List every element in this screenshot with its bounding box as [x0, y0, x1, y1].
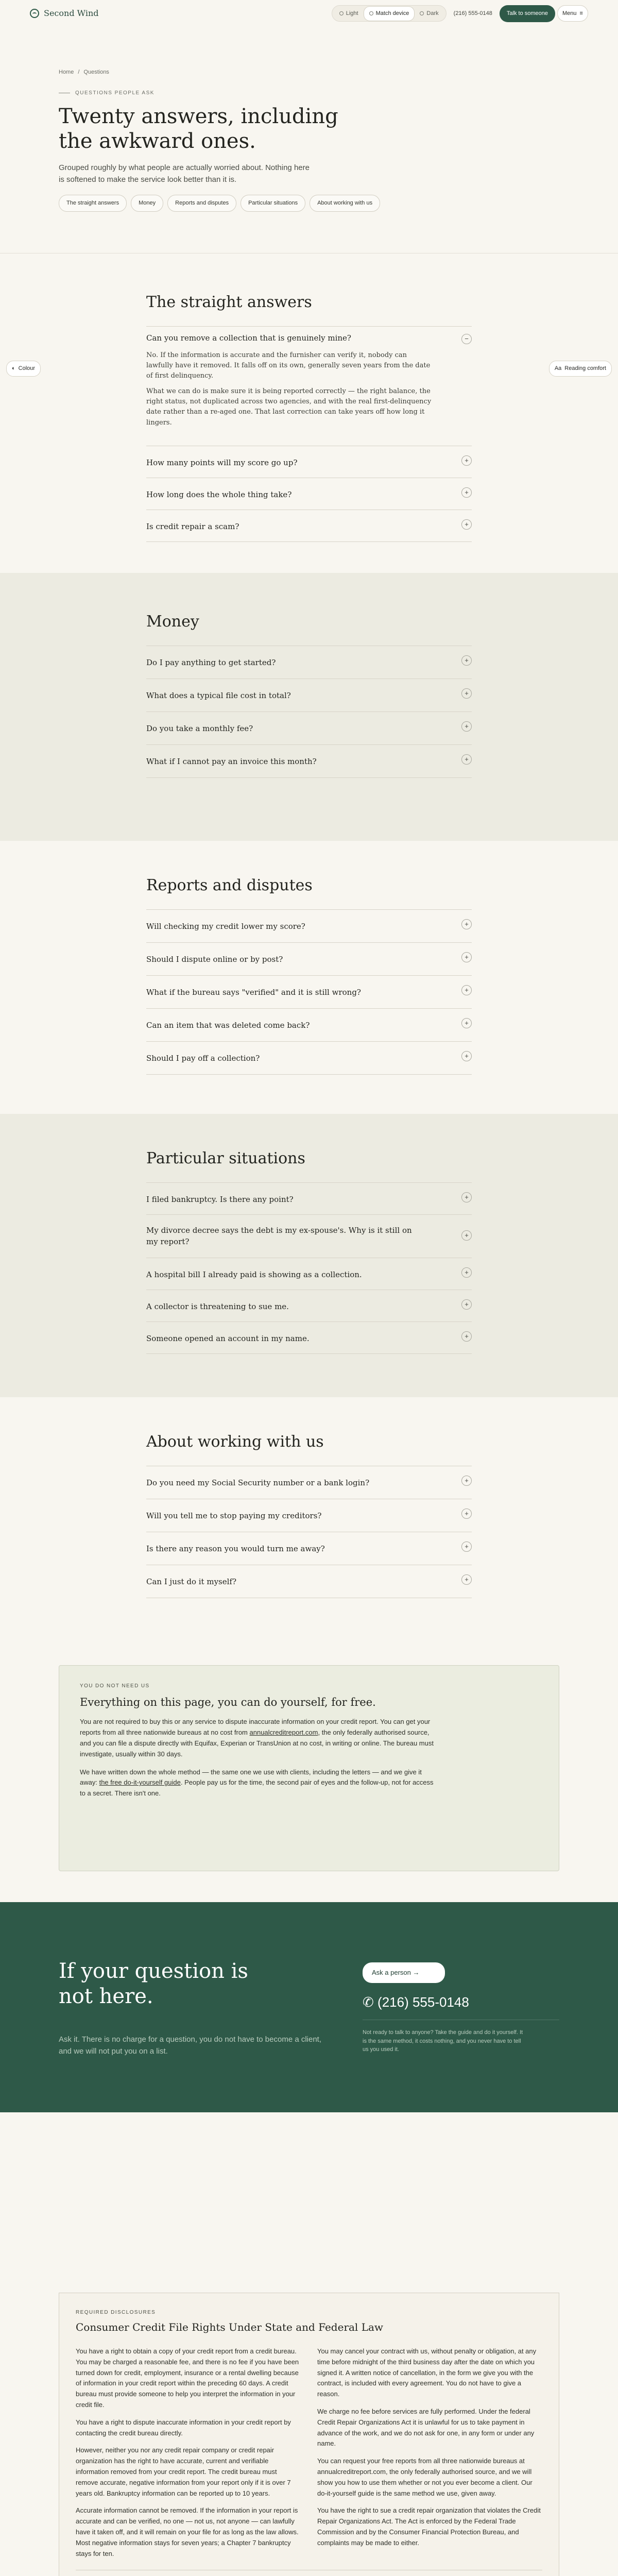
- cta-note: Not ready to talk to anyone? Take the guide and do it yourself. It is the same method, it costs nothing, and you never have to tell us you used it.: [363, 2029, 523, 2053]
- faq-question: I filed bankruptcy. Is there any point?: [146, 1195, 294, 1204]
- faq-item[interactable]: [146, 1183, 472, 1215]
- faq-question: Can I just do it myself?: [146, 1577, 237, 1586]
- self-help-text: You are not required to buy this or any service to dispute inaccurate information on your credit report. You can get your reports from all three nationwide bureaus at no cost from: [80, 1718, 431, 1737]
- disclosures-card: [59, 2293, 559, 2576]
- palette-icon: ◐: [12, 365, 15, 371]
- theme-light-label: Light: [346, 10, 358, 16]
- expand-icon[interactable]: +: [461, 455, 472, 466]
- talk-button[interactable]: Talk to someone: [500, 5, 555, 22]
- annualcreditreport-link[interactable]: annualcreditreport.com: [249, 1728, 318, 1737]
- site-header: [0, 0, 618, 27]
- expand-icon[interactable]: +: [461, 688, 472, 699]
- page-title: Twenty answers, including the awkward ones.: [59, 104, 338, 154]
- hero: [0, 27, 618, 253]
- faq-question: How long does the whole thing take?: [146, 490, 292, 499]
- disclosures-columns: [76, 2346, 542, 2566]
- expand-icon[interactable]: +: [461, 1299, 472, 1310]
- faq-question: Do you take a monthly fee?: [146, 724, 253, 733]
- expand-icon[interactable]: +: [461, 1230, 472, 1241]
- disclosure-paragraph: You have the right to sue a credit repair organization that violates the Credit Repair Organizations Act. The Act is enforced by the Federal Trade Commission and by the Consumer Financial Protection Bureau, and complaints may be made to either.: [317, 2506, 541, 2547]
- self-help-eyebrow: YOU DO NOT NEED US: [80, 1683, 150, 1689]
- section-title: The straight answers: [146, 293, 312, 311]
- section-working-with-us: [0, 1397, 618, 1645]
- ask-person-button[interactable]: Ask a person →: [363, 1962, 445, 1983]
- collapse-icon[interactable]: −: [461, 334, 472, 344]
- faq-item[interactable]: [146, 1009, 472, 1042]
- disclosure-paragraph: You have a right to dispute inaccurate information in your credit report by contacting the credit bureau directly.: [76, 2418, 291, 2437]
- theme-light[interactable]: [334, 7, 364, 21]
- section-money: [0, 573, 618, 841]
- faq-question: Should I dispute online or by post?: [146, 955, 283, 964]
- faq-question: Should I pay off a collection?: [146, 1054, 260, 1063]
- chip-working-with-us[interactable]: About working with us: [310, 195, 380, 212]
- footer-spacer: [0, 2112, 618, 2257]
- chip-straight-answers[interactable]: The straight answers: [59, 195, 127, 212]
- section-reports-disputes: [0, 841, 618, 1114]
- section-title: About working with us: [146, 1433, 324, 1451]
- section-straight-answers: [0, 253, 618, 573]
- faq-item[interactable]: [146, 679, 472, 712]
- diy-guide-link[interactable]: the free do-it-yourself guide: [99, 1778, 181, 1787]
- theme-match-device[interactable]: [364, 6, 415, 21]
- menu-label: Menu: [562, 10, 577, 16]
- chip-reports-disputes[interactable]: Reports and disputes: [167, 195, 236, 212]
- expand-icon[interactable]: +: [461, 1051, 472, 1061]
- self-help-section: [0, 1645, 618, 1902]
- faq-question: Will checking my credit lower my score?: [146, 922, 305, 931]
- faq-question: Do you need my Social Security number or a bank login?: [146, 1478, 370, 1487]
- self-help-text: We have written down the whole method — the same one we use with clients, including the letters — and we give it away:: [80, 1768, 422, 1787]
- expand-icon[interactable]: +: [461, 1574, 472, 1585]
- faq-list: [146, 1466, 472, 1598]
- self-help-text: . People pay us for the time, the second pair of eyes and the follow-up, not for access to a secret. There isn't one.: [80, 1778, 434, 1798]
- faq-item[interactable]: [146, 1466, 472, 1499]
- expand-icon[interactable]: +: [461, 1541, 472, 1552]
- faq-question: Do I pay anything to get started?: [146, 658, 276, 667]
- expand-icon[interactable]: +: [461, 1331, 472, 1342]
- disclosure-paragraph: You may cancel your contract with us, without penalty or obligation, at any time before midnight of the third business day after the date on which you signed it. A written notice of cancellation, in the form we give you with the contract, is included with every agreement. You do not have to give a reason.: [317, 2347, 537, 2398]
- faq-question: What does a typical file cost in total?: [146, 691, 291, 700]
- cta-subtitle: Ask it. There is no charge for a question, you do not have to become a client, and we will not put you on a list.: [59, 2035, 322, 2056]
- breadcrumb-separator: /: [78, 69, 80, 75]
- disclosure-paragraph: However, neither you nor any credit repair company or credit repair organization has the right to have accurate, current and verifiable information removed from your credit report. The credit bureau must remove accurate, negative information from your report only if it is over 7 years old. Bankruptcy information can be reported up to 10 years.: [76, 2446, 291, 2497]
- faq-item[interactable]: [146, 1290, 472, 1322]
- theme-dark-label: Dark: [426, 10, 439, 16]
- faq-item[interactable]: [146, 712, 472, 745]
- faq-list: [146, 909, 472, 1075]
- faq-question: A collector is threatening to sue me.: [146, 1302, 289, 1311]
- self-help-text: , the only federally authorised source, and you can file a dispute directly with Equifax, Experian or TransUnion at no cost, in writing or online. The bureau must investigate, usually within 30 days.: [80, 1728, 434, 1758]
- menu-button[interactable]: [557, 5, 588, 22]
- disclosures-left: [76, 2346, 301, 2566]
- chip-money[interactable]: Money: [131, 195, 163, 212]
- text-size-icon: Aa: [554, 365, 562, 371]
- faq-item[interactable]: [146, 1215, 472, 1258]
- expand-icon[interactable]: +: [461, 721, 472, 732]
- expand-icon[interactable]: +: [461, 1476, 472, 1486]
- faq-question: Can an item that was deleted come back?: [146, 1021, 310, 1030]
- faq-list: [146, 646, 472, 778]
- hero-eyebrow: QUESTIONS PEOPLE ASK: [59, 89, 618, 97]
- faq-item[interactable]: [146, 1258, 472, 1290]
- faq-question: My divorce decree says the debt is my ex-spouse's. Why is it still on my report?: [146, 1226, 412, 1246]
- reading-comfort-label: Reading comfort: [564, 365, 606, 371]
- theme-switcher: [332, 5, 447, 22]
- faq-question: How many points will my score go up?: [146, 458, 298, 467]
- colour-label: Colour: [18, 365, 36, 371]
- moon-icon: [420, 11, 424, 15]
- theme-match-label: Match device: [375, 10, 409, 16]
- self-help-card: [59, 1665, 559, 1871]
- faq-answer-paragraph: What we can do is make sure it is being reported correctly — the right balance, the right status, not duplicated across two agencies, and with the real first-delinquency date rather than a re-aged one. That last correction can take years off how long it lingers.: [146, 387, 432, 427]
- faq-question: Will you tell me to stop paying my creditors?: [146, 1511, 322, 1520]
- expand-icon[interactable]: +: [461, 952, 472, 962]
- sun-icon: [339, 11, 344, 15]
- cta-phone[interactable]: [363, 1992, 469, 2012]
- faq-item[interactable]: [146, 1565, 472, 1598]
- faq-item[interactable]: [146, 1322, 472, 1354]
- expand-icon[interactable]: +: [461, 985, 472, 995]
- self-help-paragraph: [80, 1767, 435, 1799]
- breadcrumb-current: Questions: [83, 69, 109, 75]
- faq-item[interactable]: [146, 976, 472, 1009]
- faq-item[interactable]: [146, 1532, 472, 1565]
- hero-intro: Grouped roughly by what people are actually worried about. Nothing here is softened to make the service look better than it is.: [59, 163, 310, 184]
- disclosures-right: [317, 2346, 542, 2566]
- brand-name: Second Wind: [44, 8, 99, 18]
- breadcrumb-home[interactable]: Home: [59, 69, 74, 75]
- faq-question: What if I cannot pay an invoice this month?: [146, 757, 317, 766]
- faq-item[interactable]: [146, 478, 472, 510]
- disclosure-paragraph: You have a right to obtain a copy of your credit report from a credit bureau. You may be charged a reasonable fee, and there is no fee if you have been turned down for credit, employment, insurance or a rental dwelling because of information in your credit report within the preceding 60 days. A credit bureau must provide someone to help you interpret the information in your credit file.: [76, 2347, 299, 2409]
- disclosures-eyebrow: REQUIRED DISCLOSURES: [76, 2310, 156, 2315]
- disclosures-footer: [76, 2570, 542, 2576]
- section-particular-situations: [0, 1114, 618, 1397]
- phone-icon: ✆: [363, 1994, 374, 2010]
- faq-item[interactable]: [146, 910, 472, 943]
- expand-icon[interactable]: +: [461, 919, 472, 929]
- faq-question-text: Can you remove a collection that is genuinely mine?: [146, 333, 351, 343]
- faq-answer-paragraph: No. If the information is accurate and the furnisher can verify it, nobody can lawfully have it removed. It falls off on its own, generally seven years from the date of first delinquency.: [146, 351, 431, 380]
- question-cta: [0, 1902, 618, 2112]
- faq-item[interactable]: [146, 1042, 472, 1075]
- section-title: Particular situations: [146, 1149, 305, 1167]
- faq-item[interactable]: [146, 446, 472, 478]
- self-help-paragraph: [80, 1717, 435, 1759]
- expand-icon[interactable]: +: [461, 1509, 472, 1519]
- faq-list: [146, 1182, 472, 1354]
- logo-icon: [30, 9, 39, 18]
- expand-icon[interactable]: +: [461, 1192, 472, 1202]
- faq-item[interactable]: [146, 646, 472, 679]
- expand-icon[interactable]: +: [461, 655, 472, 666]
- section-title: Reports and disputes: [146, 876, 313, 894]
- faq-question: Is there any reason you would turn me away?: [146, 1544, 325, 1553]
- self-help-title: Everything on this page, you can do yourself, for free.: [80, 1696, 376, 1708]
- header-phone[interactable]: (216) 555-0148: [453, 10, 492, 16]
- theme-dark[interactable]: [415, 7, 443, 21]
- faq-answer: [146, 350, 435, 428]
- faq-list: [146, 326, 472, 542]
- disclosures-title: Consumer Credit File Rights Under State and Federal Law: [76, 2321, 384, 2333]
- faq-item[interactable]: [146, 1499, 472, 1532]
- faq-question: Is credit repair a scam?: [146, 522, 239, 531]
- section-chips: [59, 195, 618, 212]
- cta-title: If your question is not here.: [59, 1959, 248, 2008]
- expand-icon[interactable]: +: [461, 1018, 472, 1028]
- disclosure-paragraph: You can request your free reports from all three nationwide bureaus at annualcreditreport.com, the only federally authorised source, and we will show you how to use them whether or not you ever become a client. Our do-it-yourself guide is the same method we use, given away.: [317, 2457, 533, 2497]
- expand-icon[interactable]: +: [461, 1267, 472, 1278]
- faq-question: Someone opened an account in my name.: [146, 1334, 310, 1343]
- faq-item[interactable]: [146, 745, 472, 778]
- section-title: Money: [146, 613, 199, 631]
- faq-item[interactable]: [146, 510, 472, 542]
- disclosure-paragraph: We charge no fee before services are fully performed. Under the federal Credit Repair Organizations Act it is unlawful for us to take payment in advance of the work, and we do not ask for one, in any form or under any name.: [317, 2407, 535, 2448]
- logo[interactable]: [30, 7, 98, 20]
- cta-phone-number: (216) 555-0148: [377, 1994, 469, 2010]
- disclosure-paragraph: Accurate information cannot be removed. If the information in your report is accurate and can be verified, no one — not us, not anyone — can lawfully have it taken off, and it will remain on your file for as long as the law allows. Most negative information stays for seven years; a Chapter 7 bankruptcy stays for ten.: [76, 2506, 299, 2557]
- expand-icon[interactable]: +: [461, 519, 472, 530]
- chip-particular-situations[interactable]: Particular situations: [241, 195, 305, 212]
- menu-icon: ≡: [579, 10, 583, 16]
- faq-question: What if the bureau says "verified" and it is still wrong?: [146, 988, 361, 997]
- faq-question: [146, 333, 435, 433]
- expand-icon[interactable]: +: [461, 754, 472, 765]
- breadcrumb: [59, 68, 618, 77]
- faq-item[interactable]: [146, 327, 472, 446]
- expand-icon[interactable]: +: [461, 487, 472, 498]
- faq-question: A hospital bill I already paid is showing as a collection.: [146, 1270, 362, 1279]
- faq-item[interactable]: [146, 943, 472, 976]
- device-icon: [369, 11, 373, 15]
